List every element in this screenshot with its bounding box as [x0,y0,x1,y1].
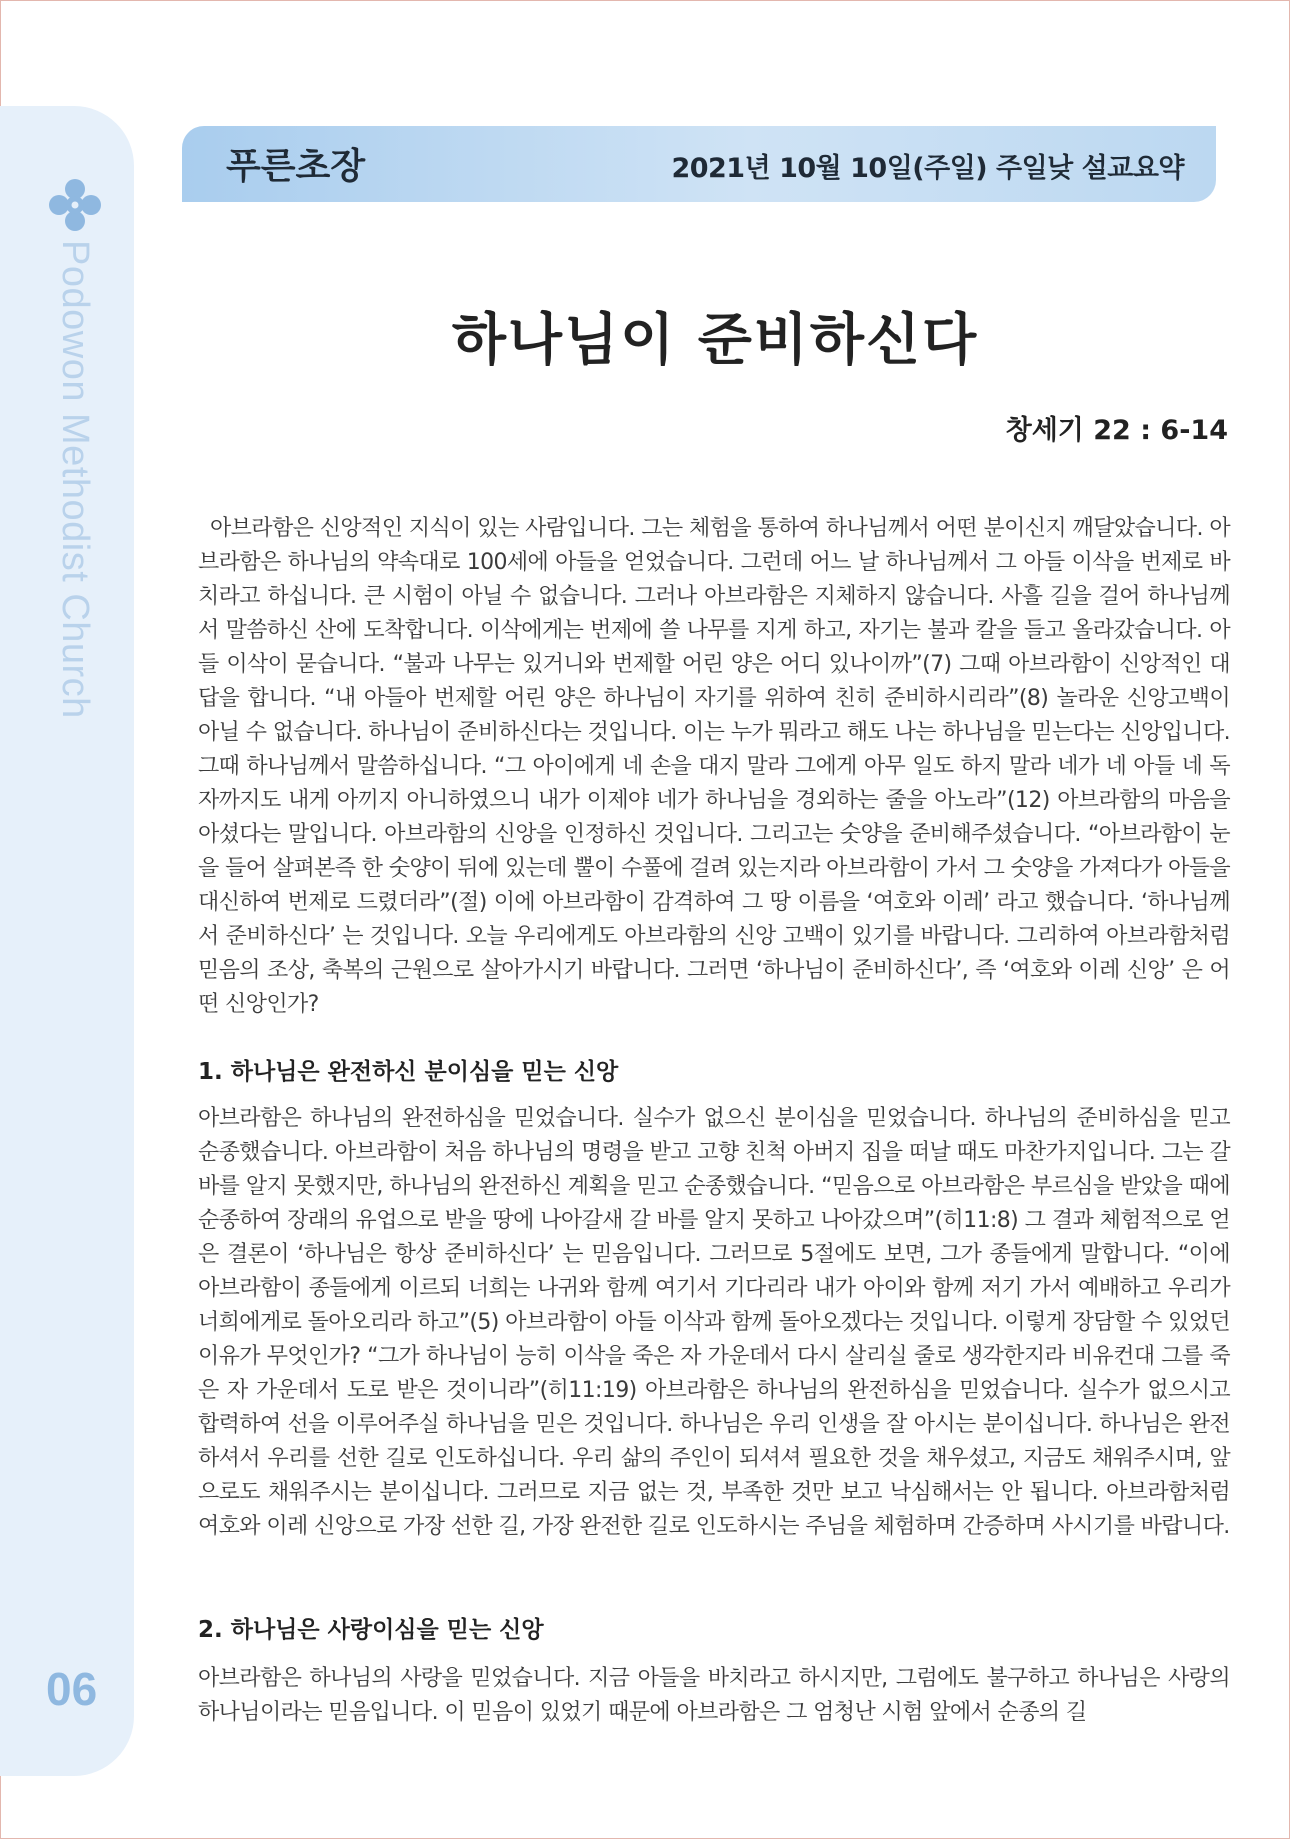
scripture-reference: 창세기 22 : 6-14 [1005,415,1228,446]
sermon-date: 2021년 10월 10일(주일) 주일낮 설교요약 [671,153,1184,184]
intro-paragraph: 아브라함은 신앙적인 지식이 있는 사람입니다. 그는 체험을 통하여 하나님께서 어떤 분이신지 깨달았습니다. 아브라함은 하나님의 약속대로 100세에 아들을 얻었습니다. 그런데 어느 날 하나님께서 그 아들 이삭을 번제로 바치라고 하십니다. 큰 시험이 아닐 수 없습니다. 그러나 아브라함은 지체하지 않습니다. 사흘 길을 걸어 하나님께서 말씀하신 산에 도착합니다. 이삭에게는 번제에 쓸 나무를 지게 하고, 자기는 불과 칼을 들고 올라갔습니다. 아들 이삭이 묻습니다. “불과 나무는 있거니와 번제할 어린 양은 어디 있나이까”(7) 그때 아브라함이 신앙적인 대답을 합니다. “내 아들아 번제할 어린 양은 하나님이 자기를 위하여 친히 준비하시리라”(8) 놀라운 신앙고백이 아닐 수 없습니다. 하나님이 준비하신다는 것입니다. 이는 누가 뭐라고 해도 나는 하나님을 믿는다는 신앙입니다. 그때 하나님께서 말씀하십니다. “그 아이에게 네 손을 대지 말라 그에게 아무 일도 하지 말라 네가 네 아들 네 독자까지도 내게 아끼지 아니하였으니 내가 이제야 네가 하나님을 경외하는 줄을 아노라”(12) 아브라함의 마음을 아셨다는 말입니다. 아브라함의 신앙을 인정하신 것입니다. 그리고는 숫양을 준비해주셨습니다. “아브라함이 눈을 들어 살펴본즉 한 숫양이 뒤에 있는데 뿔이 수풀에 걸려 있는지라 아브라함이 가서 그 숫양을 가져다가 아들을 대신하여 번제로 드렸더라”(절) 이에 아브라함이 감격하여 그 땅 이름을 ‘여호와 이레’ 라고 했습니다. ‘하나님께서 준비하신다’ 는 것입니다. 오늘 우리에게도 아브라함의 신앙 고백이 있기를 바랍니다. 그리하여 아브라함처럼 믿음의 조상, 축복의 근원으로 살아가시기 바랍니다. 그러면 ‘하나님이 준비하신다’, 즉 ‘여호와 이레 신앙’ 은 어떤 신앙인가? [198,516,1230,1017]
section-2-paragraph: 아브라함은 하나님의 사랑을 믿었습니다. 지금 아들을 바치라고 하시지만, 그럼에도 불구하고 하나님은 사랑의 하나님이라는 믿음입니다. 이 믿음이 있었기 때문에 아브라함은 그 엄청난 시험 앞에서 순종의 길 [198,1666,1230,1725]
section-1-paragraph: 아브라함은 하나님의 완전하심을 믿었습니다. 실수가 없으신 분이심을 믿었습니다. 하나님의 준비하심을 믿고 순종했습니다. 아브라함이 처음 하나님의 명령을 받고 고향 친척 아버지 집을 떠날 때도 마찬가지입니다. 그는 갈 바를 알지 못했지만, 하나님의 완전하신 계획을 믿고 순종했습니다. “믿음으로 아브라함은 부르심을 받았을 때에 순종하여 장래의 유업으로 받을 땅에 나아갈새 갈 바를 알지 못하고 나아갔으며”(히11:8) 그 결과 체험적으로 얻은 결론이 ‘하나님은 항상 준비하신다’ 는 믿음입니다. 그러므로 5절에도 보면, 그가 종들에게 말합니다. “이에 아브라함이 종들에게 이르되 너희는 나귀와 함께 여기서 기다리라 내가 아이와 함께 저기 가서 예배하고 우리가 너희에게로 돌아오리라 하고”(5) 아브라함이 아들 이삭과 함께 돌아오겠다는 것입니다. 이렇게 장담할 수 있었던 이유가 무엇인가? “그가 하나님이 능히 이삭을 죽은 자 가운데서 다시 살리실 줄로 생각한지라 비유컨대 그를 죽은 자 가운데서 도로 받은 것이니라”(히11:19) 아브라함은 하나님의 완전하심을 믿었습니다. 실수가 없으시고 합력하여 선을 이루어주실 하나님을 믿은 것입니다. 하나님은 우리 인생을 잘 아시는 분이십니다. 하나님은 완전하셔서 우리를 선한 길로 인도하십니다. 우리 삶의 주인이 되셔셔 필요한 것을 채우셨고, 지금도 채워주시며, 앞으로도 채워주시는 분이십니다. 그러므로 지금 없는 것, 부족한 것만 보고 낙심해서는 안 됩니다. 아브라함처럼 여호와 이레 신앙으로 가장 선한 길, 가장 완전한 길로 인도하시는 주님을 체험하며 간증하며 사시기를 바랍니다. [198,1106,1230,1539]
cross-flower-icon [48,178,102,232]
page-number: 06 [46,1663,98,1715]
section-1-heading: 1. 하나님은 완전하신 분이심을 믿는 신앙 [198,1059,619,1085]
header-banner [182,126,1216,202]
church-name-vertical: Podowon Methodist Church [54,240,96,719]
sermon-title: 하나님이 준비하신다 [451,307,979,373]
section-2-heading: 2. 하나님은 사랑이심을 믿는 신앙 [198,1617,544,1643]
section-label: 푸른초장 [226,146,366,187]
